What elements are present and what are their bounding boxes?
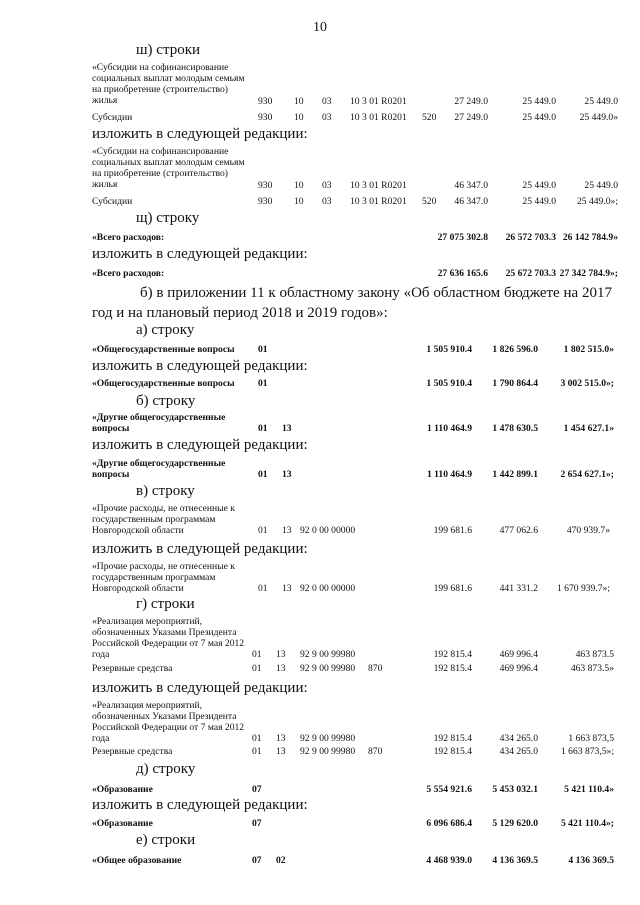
section-heading: щ) строку: [136, 210, 200, 226]
section-heading: г) строки: [136, 596, 195, 612]
replace-phrase: изложить в следующей редакции:: [92, 126, 308, 142]
replace-phrase: изложить в следующей редакции:: [92, 246, 308, 262]
section-heading: б) строку: [136, 393, 196, 409]
section-heading: в) строку: [136, 483, 195, 499]
section-heading: д) строку: [136, 761, 196, 777]
replace-phrase: изложить в следующей редакции:: [92, 437, 308, 453]
page-number: 10: [313, 20, 327, 35]
replace-phrase: изложить в следующей редакции:: [92, 680, 308, 696]
paragraph: б) в приложении 11 к областному закону «Об областном бюджете на 2017 год и на плановый период 2018 и 2019 годов»:: [92, 285, 612, 321]
section-heading: е) строки: [136, 832, 196, 848]
section-heading: а) строку: [136, 322, 195, 338]
replace-phrase: изложить в следующей редакции:: [92, 797, 308, 813]
replace-phrase: изложить в следующей редакции:: [92, 541, 308, 557]
replace-phrase: изложить в следующей редакции:: [92, 358, 308, 374]
section-heading: ш) строки: [136, 42, 201, 58]
